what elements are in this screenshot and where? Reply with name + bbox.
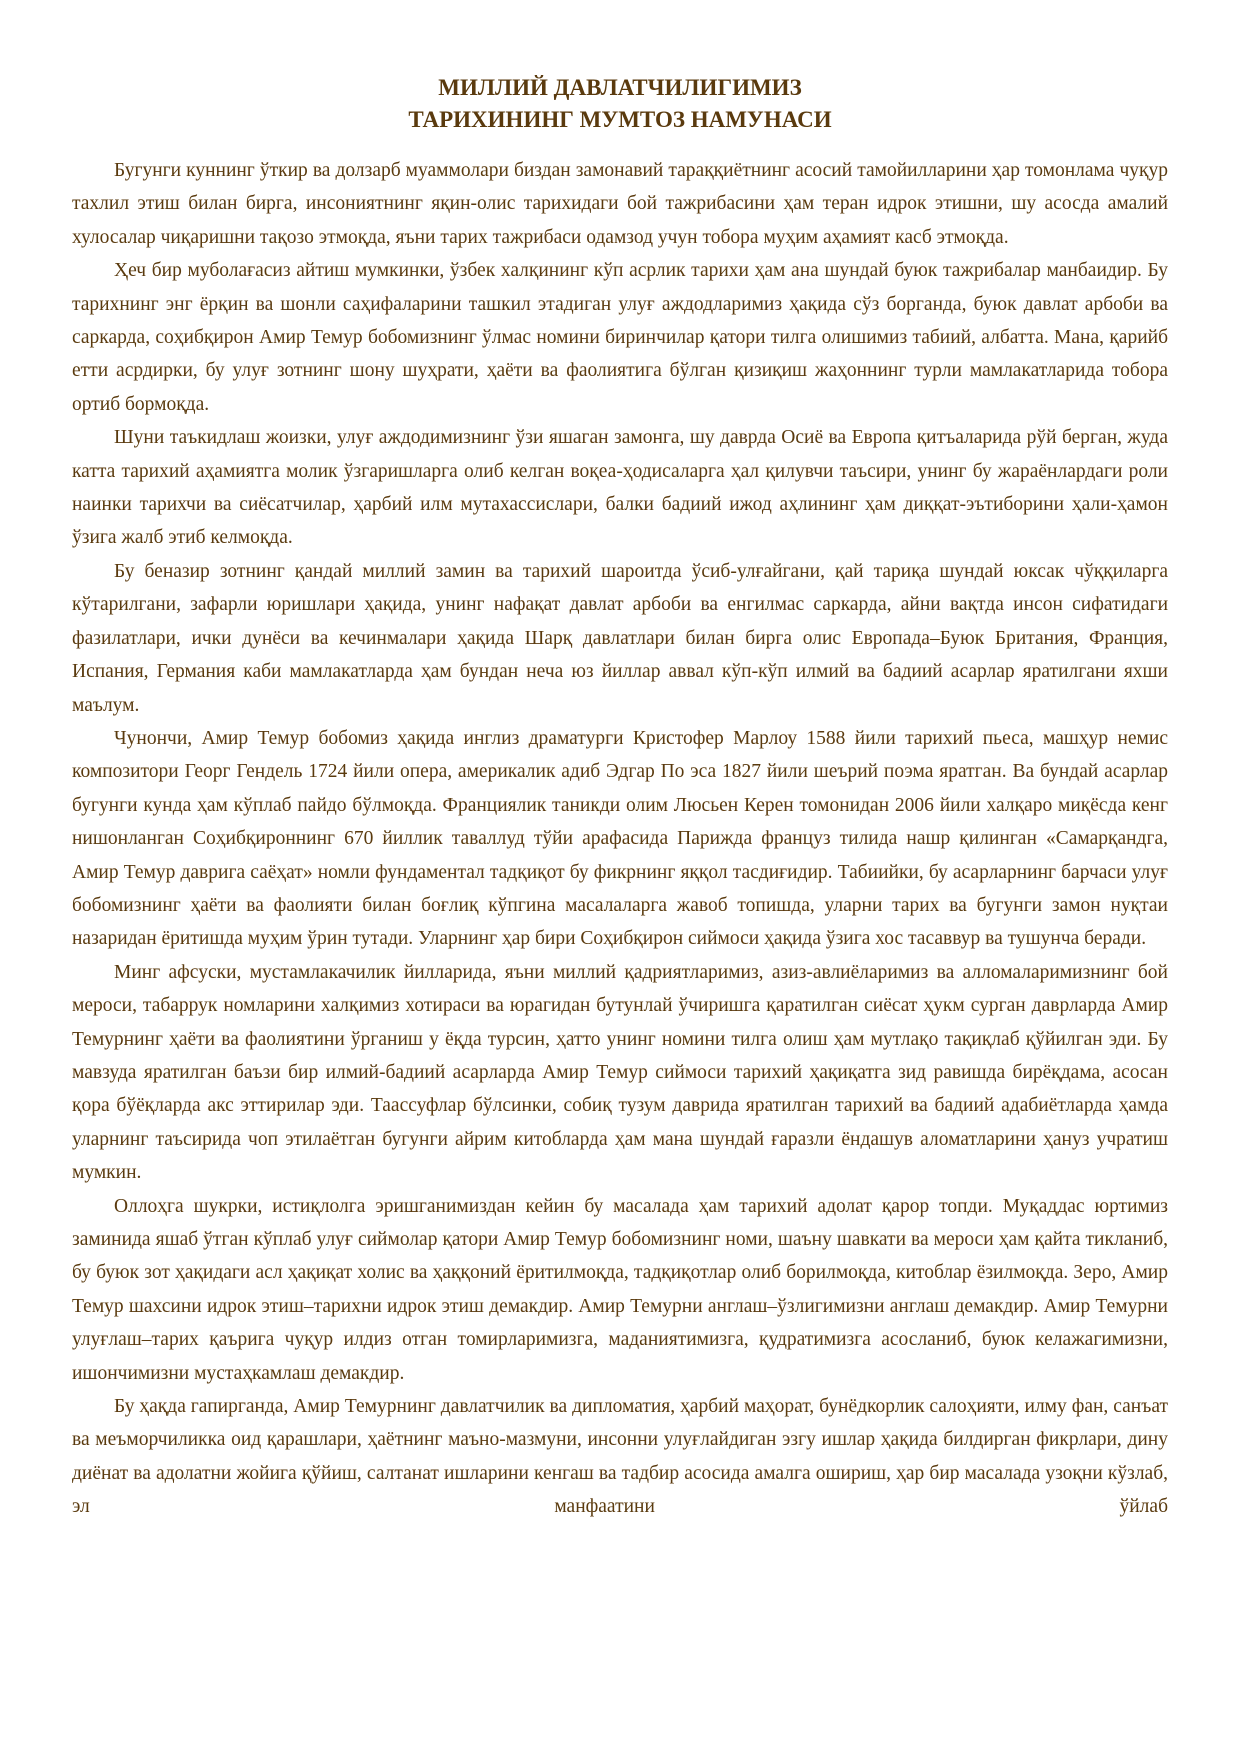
paragraph-1: Бугунги куннинг ўткир ва долзарб муаммолари биздан замонавий тараққиётнинг асосий тамойилларини ҳар томонлама чуқур тахлил этиш билан бирга, инсониятнинг яқин-олис тарихидаги бой тажрибасини ҳам теран идрок этишни, шу асосда амалий хулосалар чиқаришни тақозо этмоқда, яъни тарих тажрибаси одамзод учун тобора муҳим аҳамият касб этмоқда.	[72, 160, 1168, 248]
title-line-1: МИЛЛИЙ ДАВЛАТЧИЛИГИМИЗ	[438, 75, 802, 100]
paragraph-3: Шуни таъкидлаш жоизки, улуғ аждодимизнинг ўзи яшаган замонга, шу даврда Осиё ва Европа қитъаларида рўй берган, жуда катта тарихий аҳамиятга молик ўзгаришларга олиб келган воқеа-ҳодисаларга ҳал қилувчи таъсири, унинг бу жараёнлардаги роли наинки тарихчи ва сиёсатчилар, ҳарбий илм мутахассислари, балки бадиий ижод аҳлининг ҳам диққат-эътиборини ҳали-ҳамон ўзига жалб этиб келмоқда.	[72, 427, 1168, 549]
paragraph-4: Бу беназир зотнинг қандай миллий замин ва тарихий шароитда ўсиб-улғайгани, қай тариқа шундай юксак чўққиларга кўтарилгани, зафарли юришлари ҳақида, унинг нафақат давлат арбоби ва енгилмас саркарда, айни вақтда инсон сифатидаги фазилатлари, ички дунёси ва кечинмалари ҳақида Шарқ давлатлари билан бирга олис Европада–Буюк Британия, Франция, Испания, Германия каби мамлакатларда ҳам бундан неча юз йиллар аввал кўп-кўп илмий ва бадиий асарлар яратилгани яхши маълум.	[72, 560, 1168, 716]
document-body	[72, 154, 1168, 1524]
title-line-2: ТАРИХИНИНГ МУМТОЗ НАМУНАСИ	[408, 107, 832, 132]
paragraph-7: Оллоҳга шукрки, истиқлолга эришганимиздан кейин бу масалада ҳам тарихий адолат қарор топди. Муқаддас юртимиз заминида яшаб ўтган кўплаб улуғ сиймолар қатори Амир Темур бобомизнинг номи, шаъну шавкати ва мероси ҳам қайта тикланиб, бу буюк зот ҳақидаги асл ҳақиқат холис ва ҳаққоний ёритилмоқда, тадқиқотлар олиб борилмоқда, китоблар ёзилмоқда. Зеро, Амир Темур шахсини идрок этиш–тарихни идрок этиш демакдир. Амир Темурни англаш–ўзлигимизни англаш демакдир. Амир Темурни улуғлаш–тарих қаърига чуқур илдиз отган томирларимизга, маданиятимизга, қудратимизга асосланиб, буюк келажагимизни, ишончимизни мустаҳкамлаш демакдир.	[72, 1195, 1168, 1384]
paragraph-2: Ҳеч бир муболағасиз айтиш мумкинки, ўзбек халқининг кўп асрлик тарихи ҳам ана шундай буюк тажрибалар манбаидир. Бу тарихнинг энг ёрқин ва шонли саҳифаларини ташкил этадиган улуғ аждодларимиз ҳақида сўз борганда, буюк давлат арбоби ва саркарда, соҳибқирон Амир Темур бобомизнинг ўлмас номини биринчилар қатори тилга олишимиз табиий, албатта. Мана, қарийб етти асрдирки, бу улуғ зотнинг шону шуҳрати, ҳаёти ва фаолиятига бўлган қизиқиш жаҳоннинг турли мамлакатларида тобора ортиб бормоқда.	[72, 260, 1168, 415]
paragraph-8: Бу ҳақда гапирганда, Амир Темурнинг давлатчилик ва дипломатия, ҳарбий маҳорат, бунёдкорлик салоҳияти, илму фан, санъат ва меъморчиликка оид қарашлари, ҳаётнинг маъно-мазмуни, инсонни улуғлайдиган эзгу ишлар ҳақида билдирган фикрлари, дину диёнат ва адолатни жойига қўйиш, салтанат ишларини кенгаш ва тадбир асосида амалга ошириш, ҳар бир масалада узоқни кўзлаб, эл манфаатини ўйлаб	[72, 1396, 1168, 1518]
document-title	[72, 72, 1168, 136]
paragraph-6: Минг афсуски, мустамлакачилик йилларида, яъни миллий қадриятларимиз, азиз-авлиёларимиз ва алломаларимизнинг бой мероси, табаррук номларини халқимиз хотираси ва юрагидан бутунлай ўчиришга қаратилган сиёсат ҳукм сурган даврларда Амир Темурнинг ҳаёти ва фаолиятини ўрганиш у ёқда турсин, ҳатто унинг номини тилга олиш ҳам мутлақо тақиқлаб қўйилган эди. Бу мавзуда яратилган баъзи бир илмий-бадиий асарларда Амир Темур сиймоси тарихий ҳақиқатга зид равишда бирёқдама, асосан қора бўёқларда акс эттирилар эди. Таассуфлар бўлсинки, собиқ тузум даврида яратилган тарихий ва бадиий адабиётларда ҳамда уларнинг таъсирида чоп этилаётган бугунги айрим китобларда ҳам мана шундай ғаразли ёндашув аломатларини ҳануз учратиш мумкин.	[72, 961, 1168, 1184]
paragraph-5: Чунончи, Амир Темур бобомиз ҳақида инглиз драматурги Кристофер Марлоу 1588 йили тарихий пьеса, машҳур немис композитори Георг Гендель 1724 йили опера, америкалик адиб Эдгар По эса 1827 йили шеърий поэма яратган. Ва бундай асарлар бугунги кунда ҳам кўплаб пайдо бўлмоқда. Франциялик таникди олим Люсьен Керен томонидан 2006 йили халқаро миқёсда кенг нишонланган Соҳибқироннинг 670 йиллик таваллуд тўйи арафасида Парижда француз тилида нашр қилинган «Самарқандга, Амир Темур даврига саёҳат» номли фундаментал тадқиқот бу фикрнинг яққол тасдиғидир. Табиийки, бу асарларнинг барчаси улуғ бобомизнинг ҳаёти ва фаолияти билан боғлиқ кўпгина масалаларга жавоб топишда, уларни тарих ва бугунги замон нуқтаи назаридан ёритишда муҳим ўрин тутади. Уларнинг ҳар бири Соҳибқирон сиймоси ҳақида ўзига хос тасаввур ва тушунча беради.	[72, 727, 1168, 950]
